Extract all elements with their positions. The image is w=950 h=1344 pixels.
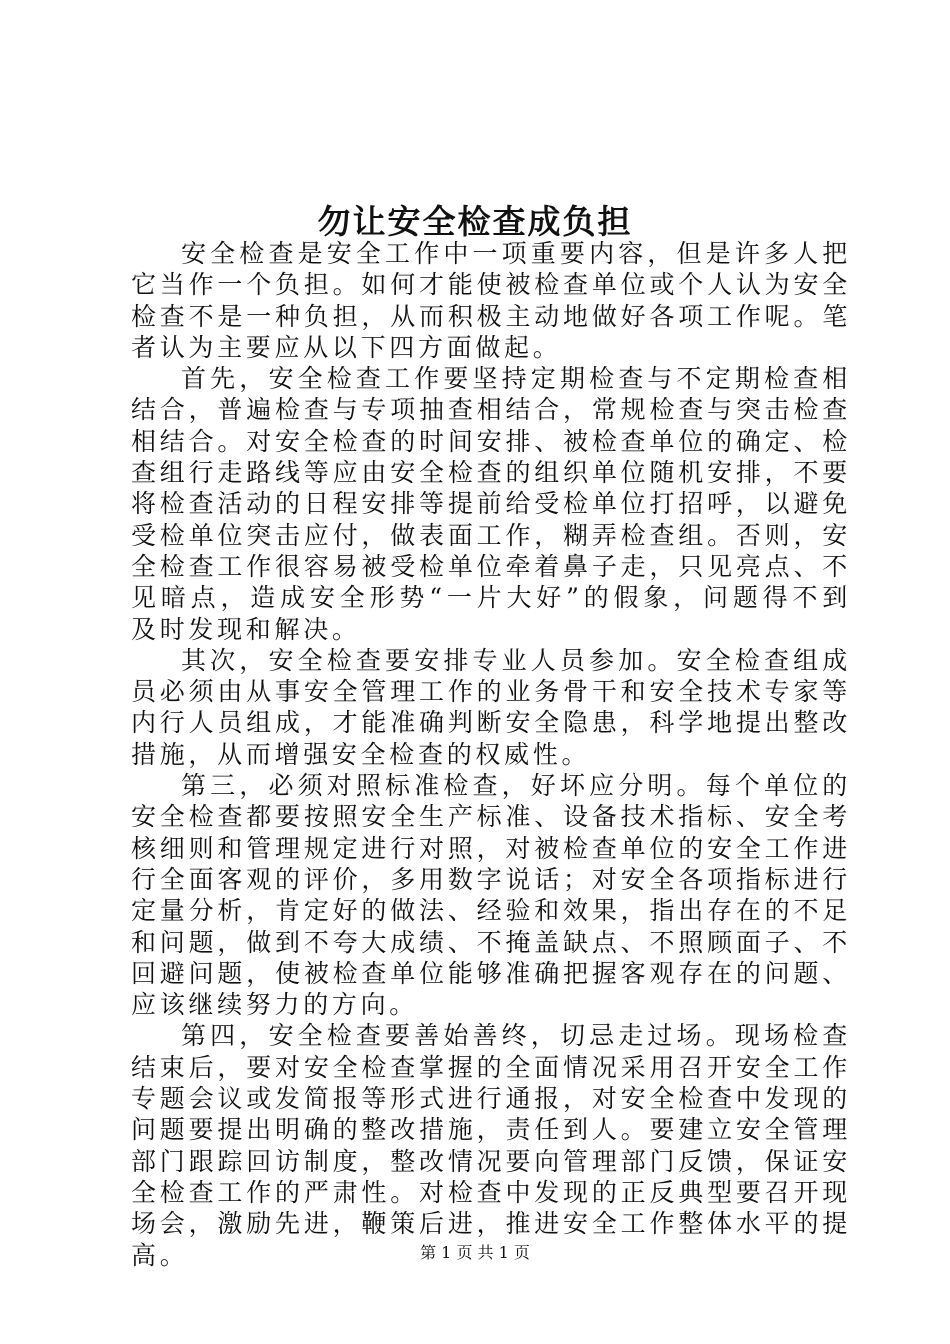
paragraph-first-point: 首先，安全检查工作要坚持定期检查与不定期检查相结合，普遍检查与专项抽查相结合，常规检查与突击检查相结合。对安全检查的时间安排、被检查单位的确定、检查组行走路线等应由安全检查的组织单位随机安排，不要将检查活动的日程安排等提前给受检单位打招呼，以避免受检单位突击应付，做表面工作，糊弄检查组。否则，安全检查工作很容易被受检单位牵着鼻子走，只见亮点、不见暗点，造成安全形势“一片大好”的假象，问题得不到及时发现和解决。 bbox=[131, 364, 851, 644]
document-title: 勿让安全检查成负担 bbox=[317, 202, 633, 242]
paragraph-second-point: 其次，安全检查要安排专业人员参加。安全检查组成员必须由从事安全管理工作的业务骨干和安全技术专家等内行人员组成，才能准确判断安全隐患，科学地提出整改措施，从而增强安全检查的权威性。 bbox=[131, 645, 851, 769]
document-body bbox=[131, 238, 851, 1271]
paragraph-intro: 安全检查是安全工作中一项重要内容，但是许多人把它当作一个负担。如何才能使被检查单位或个人认为安全检查不是一种负担，从而积极主动地做好各项工作呢。笔者认为主要应从以下四方面做起。 bbox=[131, 239, 851, 362]
page-number-footer: 第 1 页 共 1 页 bbox=[420, 1243, 530, 1262]
paragraph-fourth-point: 第四，安全检查要善始善终，切忌走过场。现场检查结束后，要对安全检查掌握的全面情况采用召开安全工作专题会议或发简报等形式进行通报，对安全检查中发现的问题要提出明确的整改措施，责任到人。要建立安全管理部门跟踪回访制度，整改情况要向管理部门反馈，保证安全检查工作的严肃性。对检查中发现的正反典型要召开现场会，激励先进，鞭策后进，推进安全工作整体水平的提高。 bbox=[131, 1021, 851, 1270]
paragraph-third-point: 第三，必须对照标准检查，好坏应分明。每个单位的安全检查都要按照安全生产标准、设备技术指标、安全考核细则和管理规定进行对照，对被检查单位的安全工作进行全面客观的评价，多用数字说话；对安全各项指标进行定量分析，肯定好的做法、经验和效果，指出存在的不足和问题，做到不夸大成绩、不掩盖缺点、不照顾面子、不回避问题，使被检查单位能够准确把握客观存在的问题、应该继续努力的方向。 bbox=[131, 771, 851, 1020]
